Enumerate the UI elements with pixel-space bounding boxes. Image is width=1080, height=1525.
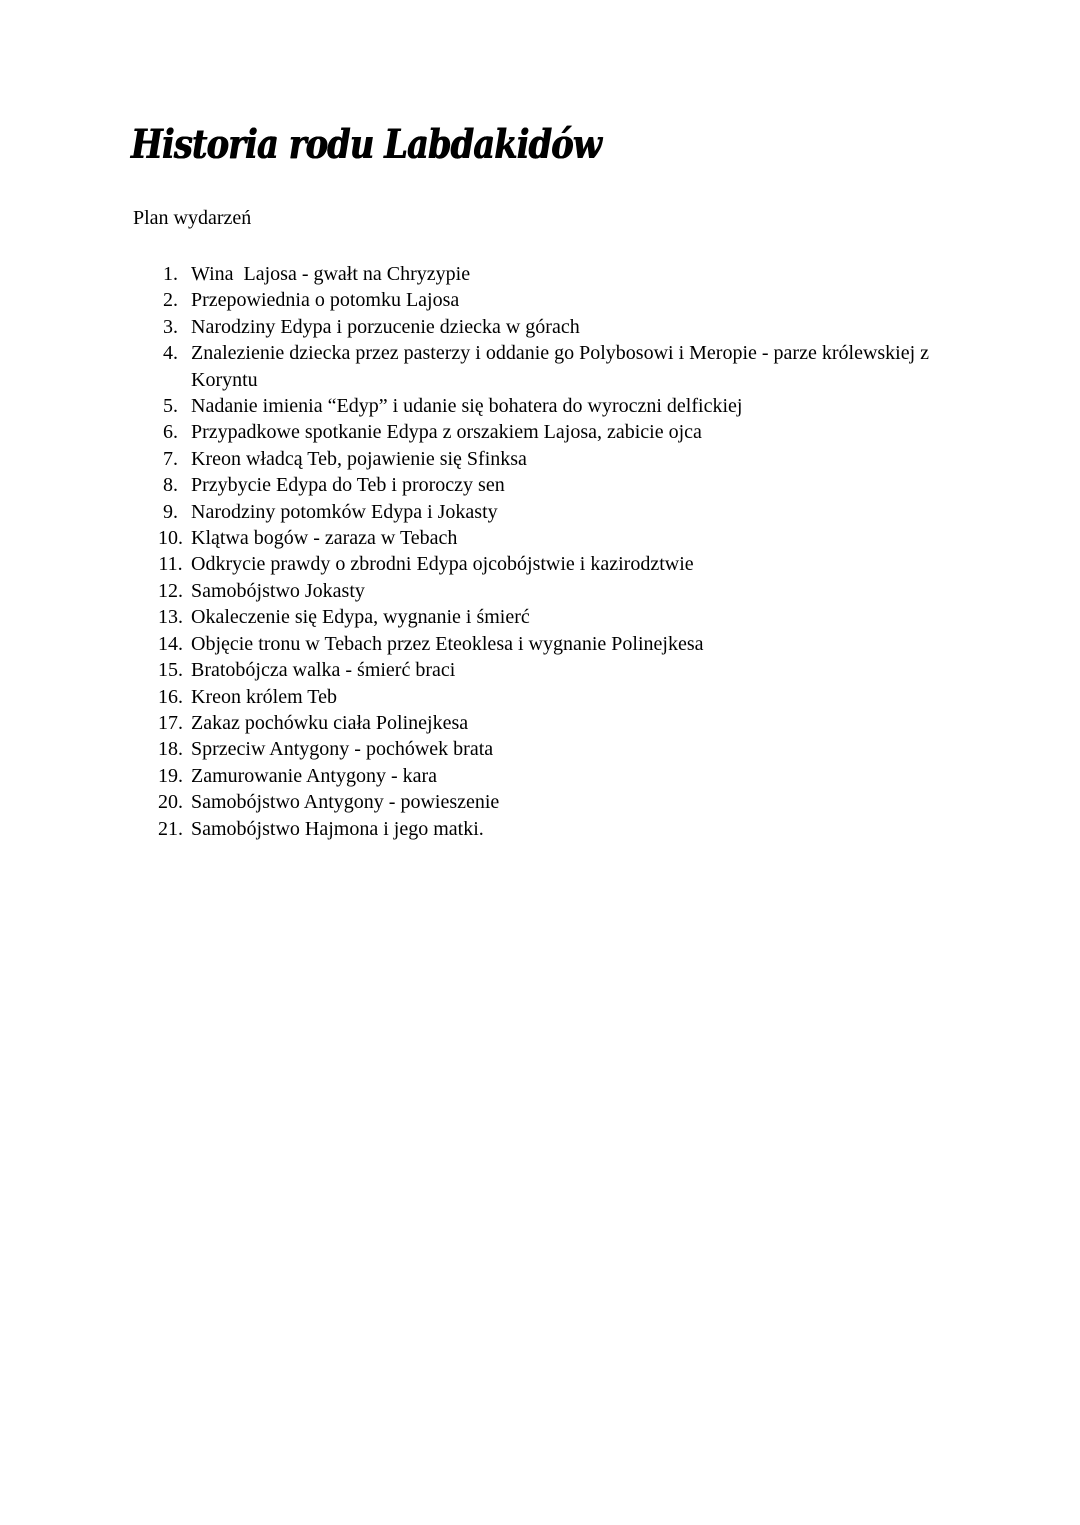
list-item [155, 631, 955, 657]
list-item [155, 789, 955, 815]
list-item [155, 287, 955, 313]
list-item-text: Okaleczenie się Edypa, wygnanie i śmierć [191, 606, 530, 629]
list-item [155, 816, 955, 842]
list-item [155, 736, 955, 762]
list-item-text: Przybycie Edypa do Teb i proroczy sen [191, 474, 505, 497]
list-item-number: 16. [158, 685, 183, 708]
list-item-text: Zamurowanie Antygony - kara [191, 764, 438, 787]
list-item [155, 446, 955, 472]
list-item-number: 20. [158, 791, 183, 814]
list-item-number: 9. [163, 500, 178, 523]
list-item-text: Odkrycie prawdy o zbrodni Edypa ojcobójstwie i kazirodztwie [191, 553, 694, 576]
list-item-text: Narodziny potomków Edypa i Jokasty [191, 500, 498, 523]
document-title: Historia rodu Labdakidów [131, 121, 601, 168]
list-item-number: 4. [163, 342, 178, 365]
event-list [155, 261, 955, 842]
list-item [155, 604, 955, 630]
list-item-number: 17. [158, 711, 183, 734]
list-item-number: 10. [158, 527, 183, 550]
list-item-text: Klątwa bogów - zaraza w Tebach [191, 527, 458, 550]
list-item [155, 657, 955, 683]
list-item-text: Przypadkowe spotkanie Edypa z orszakiem Lajosa, zabicie ojca [191, 421, 702, 444]
list-item-number: 7. [163, 447, 178, 470]
list-item-text: Kreon królem Teb [191, 685, 337, 708]
list-item-text: Zakaz pochówku ciała Polinejkesa [191, 711, 469, 734]
document-subtitle: Plan wydarzeń [133, 207, 252, 229]
list-item [155, 314, 955, 340]
list-item-text: Kreon władcą Teb, pojawienie się Sfinksa [191, 447, 527, 470]
list-item-text: Samobójstwo Jokasty [191, 579, 365, 602]
list-item [155, 419, 955, 445]
list-item-number: 5. [163, 395, 178, 418]
list-item-number: 1. [163, 263, 178, 285]
list-item-number: 15. [158, 659, 183, 682]
list-item-text: Narodziny Edypa i porzucenie dziecka w górach [191, 315, 580, 338]
list-item-text: Przepowiednia o potomku Lajosa [191, 289, 460, 312]
list-item-text: Wina Lajosa - gwałt na Chryzypie [191, 263, 471, 285]
list-item-text: Nadanie imienia “Edyp” i udanie się bohatera do wyroczni delfickiej [191, 395, 743, 418]
list-item [155, 684, 955, 710]
list-item-number: 8. [163, 474, 178, 497]
list-item-number: 6. [163, 421, 178, 444]
list-item-number: 2. [163, 289, 178, 312]
list-item-number: 11. [158, 553, 183, 576]
list-item [155, 578, 955, 604]
list-item-number: 21. [158, 817, 183, 840]
list-item [155, 710, 955, 736]
list-item [155, 763, 955, 789]
list-item-number: 12. [158, 579, 183, 602]
list-item-text: Samobójstwo Antygony - powieszenie [191, 791, 500, 814]
list-item-number: 19. [158, 764, 183, 787]
list-item-text: Znalezienie dziecka przez pasterzy i oddanie go Polybosowi i Meropie - parze królewskiej z Koryntu [191, 342, 935, 391]
list-item [155, 472, 955, 498]
list-item-text: Objęcie tronu w Tebach przez Eteoklesa i wygnanie Polinejkesa [191, 632, 704, 655]
list-item-number: 13. [158, 606, 183, 629]
list-item [155, 551, 955, 577]
list-item [155, 261, 955, 287]
list-item-number: 18. [158, 738, 183, 761]
list-item-number: 3. [163, 315, 178, 338]
list-item-text: Bratobójcza walka - śmierć braci [191, 659, 456, 682]
list-item [155, 340, 955, 393]
list-item-text: Samobójstwo Hajmona i jego matki. [191, 817, 484, 840]
list-item-number: 14. [158, 632, 183, 655]
list-item [155, 393, 955, 419]
list-item [155, 525, 955, 551]
list-item [155, 499, 955, 525]
list-item-text: Sprzeciw Antygony - pochówek brata [191, 738, 494, 761]
